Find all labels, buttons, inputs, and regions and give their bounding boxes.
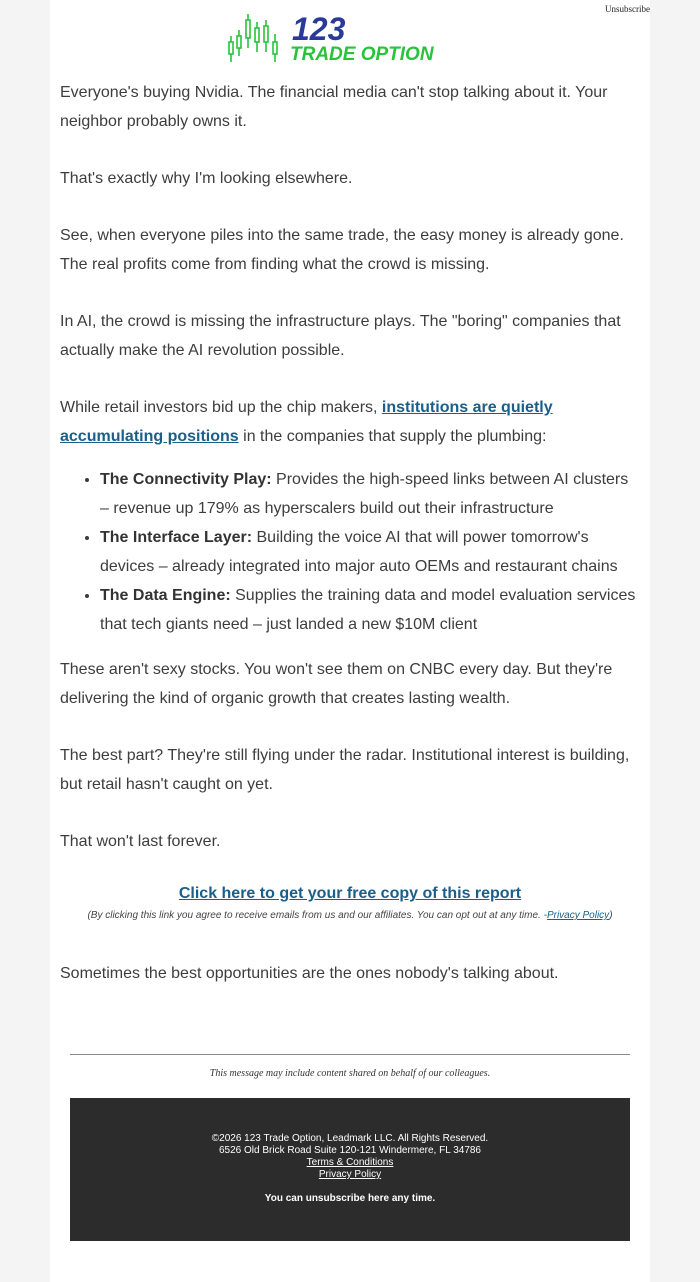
shared-content-note: This message may include content shared on behalf of our colleagues. <box>209 1068 491 1079</box>
free-report-cta-link[interactable]: Click here to get your free copy of this report <box>178 885 522 902</box>
paragraph-3: See, when everyone piles into the same trade, the easy money is already gone. The real profits come from finding what the crowd is missing. <box>60 227 624 273</box>
institutions-link[interactable]: institutions are quietly accumulating positions <box>60 399 553 445</box>
disclaimer-close: ) <box>609 910 613 921</box>
list-item-title: The Interface Layer: <box>100 529 253 546</box>
address-text: 6526 Old Brick Road Suite 120-121 Windermere, FL 34786 <box>219 1145 481 1156</box>
footer-divider <box>70 1054 630 1055</box>
unsubscribe-link[interactable]: Unsubscribe <box>605 4 650 14</box>
list-item <box>100 465 640 523</box>
list-item-text: Supplies the training data and model evaluation services that tech giants need – just landed a new $10M client <box>100 587 636 633</box>
cta-container <box>60 879 640 908</box>
cta-disclaimer <box>60 909 640 923</box>
paragraph-5-tail: in the companies that supply the plumbing: <box>238 428 547 445</box>
terms-link[interactable]: Terms & Conditions <box>306 1157 394 1168</box>
paragraph-5-lead: While retail investors bid up the chip makers, <box>60 399 382 416</box>
paragraph-6: These aren't sexy stocks. You won't see them on CNBC every day. But they're delivering the kind of organic growth that creates lasting wealth. <box>60 661 613 707</box>
list-item <box>100 523 640 581</box>
list-item-text: Provides the high-speed links between AI clusters – revenue up 179% as hyperscalers build out their infrastructure <box>100 471 629 517</box>
paragraph-8: That won't last forever. <box>60 833 221 850</box>
email-sheet <box>50 0 650 1282</box>
candlestick-icon <box>229 14 277 62</box>
privacy-policy-link[interactable]: Privacy Policy <box>546 910 610 921</box>
list-item-title: The Connectivity Play: <box>100 471 272 488</box>
list-item-title: The Data Engine: <box>100 587 231 604</box>
footer-panel <box>70 1098 630 1241</box>
logo-number: 123 <box>292 12 346 47</box>
footer-unsubscribe-link[interactable]: You can unsubscribe here any time. <box>264 1193 436 1204</box>
copyright-text: ©2026 123 Trade Option, Leadmark LLC. All Rights Reserved. <box>211 1133 489 1144</box>
disclaimer-text: (By clicking this link you agree to receive emails from us and our affiliates. You can opt out at any time. - <box>87 910 547 921</box>
footer-privacy-link[interactable]: Privacy Policy <box>318 1169 382 1180</box>
paragraph-9: Sometimes the best opportunities are the ones nobody's talking about. <box>60 965 559 982</box>
logo-name: TRADE OPTION <box>290 44 434 65</box>
infrastructure-list <box>60 465 640 639</box>
brand-logo <box>226 12 476 66</box>
paragraph-4: In AI, the crowd is missing the infrastructure plays. The "boring" companies that actually make the AI revolution possible. <box>60 313 621 359</box>
paragraph-2: That's exactly why I'm looking elsewhere. <box>60 170 353 187</box>
list-item-text: Building the voice AI that will power tomorrow's devices – already integrated into major auto OEMs and restaurant chains <box>100 529 618 575</box>
paragraph-5 <box>60 393 640 451</box>
list-item <box>100 581 640 639</box>
email-body <box>60 78 640 1016</box>
paragraph-1: Everyone's buying Nvidia. The financial media can't stop talking about it. Your neighbor probably owns it. <box>60 84 608 130</box>
paragraph-7: The best part? They're still flying under the radar. Institutional interest is building, but retail hasn't caught on yet. <box>60 747 630 793</box>
